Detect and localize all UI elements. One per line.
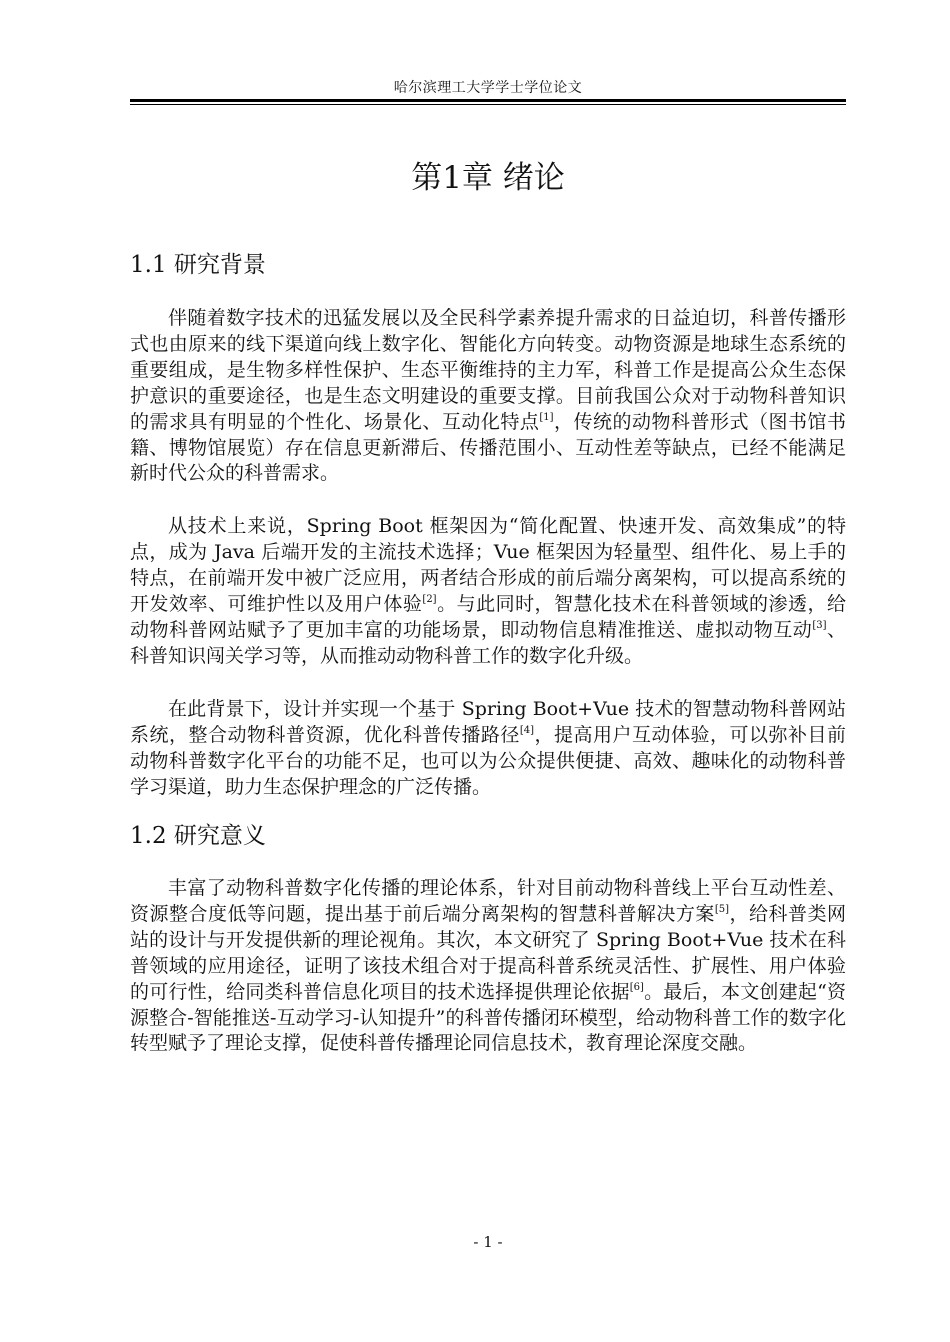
paragraph-background-2: 从技术上来说，Spring Boot 框架因为“简化配置、快速开发、高效集成”的特点，成为 Java 后端开发的主流技术选择；Vue 框架因为轻量型、组件化、易上手的特点，在前端开发中被广泛应用，两者结合形成的前后端分离架构，可以提高系统的开发效率、可维护性以及用户体验[2]。与此同时，智慧化技术在科普领域的渗透，给动物科普网站赋予了更加丰富的功能场景，即动物信息精准推送、虚拟动物互动[3]、科普知识闯关学习等，从而推动动物科普工作的数字化升级。 [130,515,846,667]
paragraph-background-3: 在此背景下，设计并实现一个基于 Spring Boot+Vue 技术的智慧动物科普网站系统，整合动物科普资源，优化科普传播路径[4]，提高用户互动体验，可以弥补目前动物科普数字化平台的功能不足，也可以为公众提供便捷、高效、趣味化的动物科普学习渠道，助力生态保护理念的广泛传播。 [130,698,846,798]
citation-ref: [4] [519,724,535,736]
page-number: - 1 - [473,1233,503,1251]
header-rule-thin [130,104,846,105]
running-header: 哈尔滨理工大学学士学位论文 [393,80,583,96]
section-heading-significance: 1.2 研究意义 [130,823,266,849]
paragraph-background-1: 伴随着数字技术的迅猛发展以及全民科学素养提升需求的日益迫切，科普传播形式也由原来的线下渠道向线上数字化、智能化方向转变。动物资源是地球生态系统的重要组成，是生物多样性保护、生态平衡维持的主力军，科普工作是提高公众生态保护意识的重要途径，也是生态文明建设的重要支撑。目前我国公众对于动物科普知识的需求具有明显的个性化、场景化、互动化特点[1]，传统的动物科普形式（图书馆书籍、博物馆展览）存在信息更新滞后、传播范围小、互动性差等缺点，已经不能满足新时代公众的科普需求。 [130,307,846,485]
citation-ref: [2] [422,593,437,605]
header-rule-thick [130,99,846,102]
paragraph-significance-1: 丰富了动物科普数字化传播的理论体系，针对目前动物科普线上平台互动性差、资源整合度低等问题，提出基于前后端分离架构的智慧科普解决方案[5]，给科普类网站的设计与开发提供新的理论视角。其次，本文研究了 Spring Boot+Vue 技术在科普领域的应用途径，证明了该技术组合对于提高科普系统灵活性、扩展性、用户体验的可行性，给同类科普信息化项目的技术选择提供理论依据[6]。最后，本文创建起“资源整合-智能推送-互动学习-认知提升”的科普传播闭环模型，给动物科普工作的数字化转型赋予了理论支撑，促使科普传播理论同信息技术，教育理论深度交融。 [130,877,846,1055]
chapter-title: 第1章 绪论 [411,160,565,196]
citation-ref: [3] [812,619,827,631]
section-heading-background: 1.1 研究背景 [130,252,266,278]
citation-ref: [6] [629,981,644,993]
citation-ref: [1] [539,411,554,423]
citation-ref: [5] [714,903,730,915]
